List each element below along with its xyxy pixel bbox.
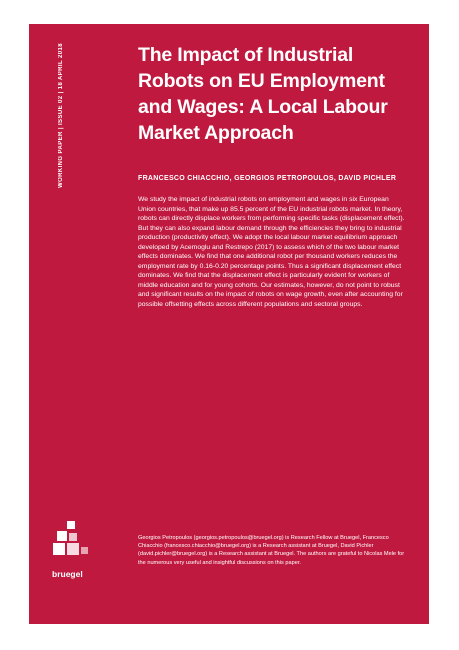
abstract-text: We study the impact of industrial robots on employment and wages in six European Union countries, that make up 85.5 percent of the EU industrial robots market. In theory, robots can directly displace workers from performing specific tasks (displacement effect). But they can also expand labour demand through the efficiencies they bring to industrial production (productivity effect). We adopt the local labour market equilibrium approach developed by Acemoglu and Restrepo (2017) to assess which of the two labour market effects dominates. We find that one additional robot per thousand workers reduces the employment rate by 0.16-0.20 percentage points. Thus a significant displacement effect dominates. We find that the displacement effect is particularly evident for workers of middle education and for young cohorts. Our estimates, however, do not point to robust and significant results on the impact of robots on wage growth, even after accounting for possible offsetting effects across different populations and sectoral groups. [138,196,405,308]
logo-square [67,543,79,555]
logo-wordmark: bruegel [52,569,83,579]
logo-square [81,547,88,554]
logo-square [57,531,67,541]
author-list: FRANCESCO CHIACCHIO, GEORGIOS PETROPOULOS, DAVID PICHLER [138,175,397,182]
logo-square [69,533,77,541]
paper-title: The Impact of Industrial Robots on EU Employment and Wages: A Local Labour Market Approach [138,44,388,144]
logo-square [53,543,65,555]
logo-square [67,521,75,529]
bruegel-logo-icon [51,521,96,571]
series-label: WORKING PAPER | ISSUE 02 | 18 APRIL 2018 [58,43,64,188]
author-footnote: Georgios Petropoulos (georgios.petropoulos@bruegel.org) is Research Fellow at Bruegel, Francesco Chiacchio (francesco.chiacchio@bruegel.org) is a Research assistant at Bruegel, David Pichler (david.pichler@bruegel.org) is a Research assistant at Bruegel. The authors are grateful to Nicolas Mele for the numerous very useful and insightful discussions on this paper. [138,535,405,566]
